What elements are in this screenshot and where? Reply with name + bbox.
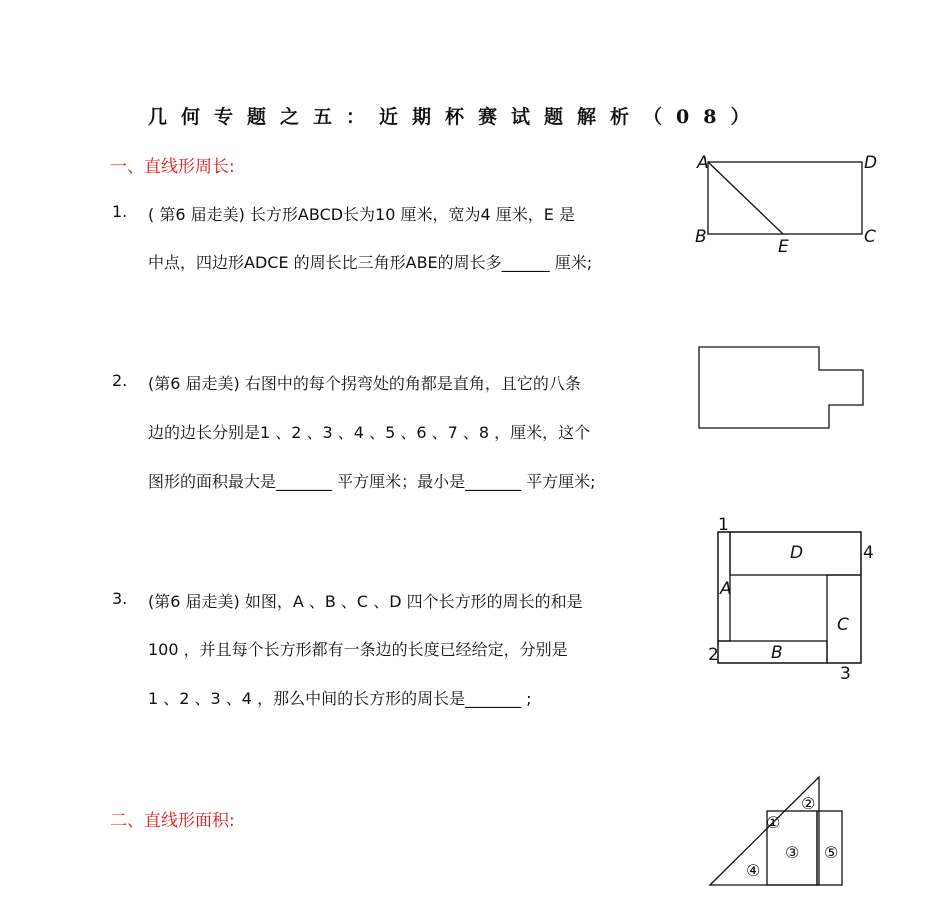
label-a: A: [697, 153, 709, 173]
problem-1-line-1: ( 第6 届走美) 长方形ABCD长为10 厘米，宽为4 厘米，E 是: [148, 205, 575, 224]
label-circle-4: ④: [746, 861, 761, 880]
label-e: E: [778, 237, 789, 257]
segment-ae: [708, 162, 783, 234]
page-title: 几何专题之五：近期杯赛试题解析（08）: [148, 106, 764, 128]
problem-2-number: 2.: [112, 371, 128, 390]
four-rectangles-figure: [700, 512, 890, 684]
label-rect-c: C: [837, 615, 849, 635]
right-angle-polygon: [699, 347, 863, 428]
problem-1-number: 1.: [112, 202, 128, 221]
label-b: B: [695, 227, 707, 247]
problem-3-line-3: 1 、2 、3 、4 ，那么中间的长方形的周长是_______ ;: [148, 689, 532, 708]
label-rect-d: D: [790, 543, 804, 563]
rectangle-abcd-figure: [690, 150, 890, 260]
problem-3-number: 3.: [112, 589, 128, 608]
label-rect-a: A: [720, 579, 732, 599]
label-circle-1: ①: [766, 813, 781, 832]
octagon-figure: [690, 340, 880, 440]
section-heading-perimeter: 一、直线形周长:: [110, 157, 235, 177]
problem-2-line-1: (第6 届走美) 右图中的每个拐弯处的角都是直角，且它的八条: [148, 374, 581, 393]
problem-1-line-2: 中点，四边形ADCE 的周长比三角形ABE的周长多______ 厘米;: [148, 253, 593, 272]
label-1: 1: [718, 515, 729, 535]
problem-3-line-1: (第6 届走美) 如图，A 、B 、C 、D 四个长方形的周长的和是: [148, 592, 583, 611]
triangle-squares-figure: [700, 768, 860, 893]
label-3: 3: [840, 664, 851, 684]
label-2: 2: [708, 645, 719, 665]
problem-2-line-2: 边的边长分别是1 、2 、3 、4 、5 、6 、7 、8 ，厘米，这个: [148, 423, 591, 442]
problem-2-line-3: 图形的面积最大是_______ 平方厘米；最小是_______ 平方厘米;: [148, 472, 596, 491]
label-circle-3: ③: [785, 843, 800, 862]
label-circle-2: ②: [801, 794, 816, 813]
label-circle-5: ⑤: [824, 843, 839, 862]
label-c: C: [864, 227, 876, 247]
rectangle-abcd: [708, 162, 862, 234]
problem-3-line-2: 100 ，并且每个长方形都有一条边的长度已经给定，分别是: [148, 640, 568, 659]
label-rect-b: B: [771, 643, 783, 663]
label-d: D: [864, 153, 878, 173]
section-heading-area: 二、直线形面积:: [110, 811, 235, 831]
label-4: 4: [863, 543, 874, 563]
